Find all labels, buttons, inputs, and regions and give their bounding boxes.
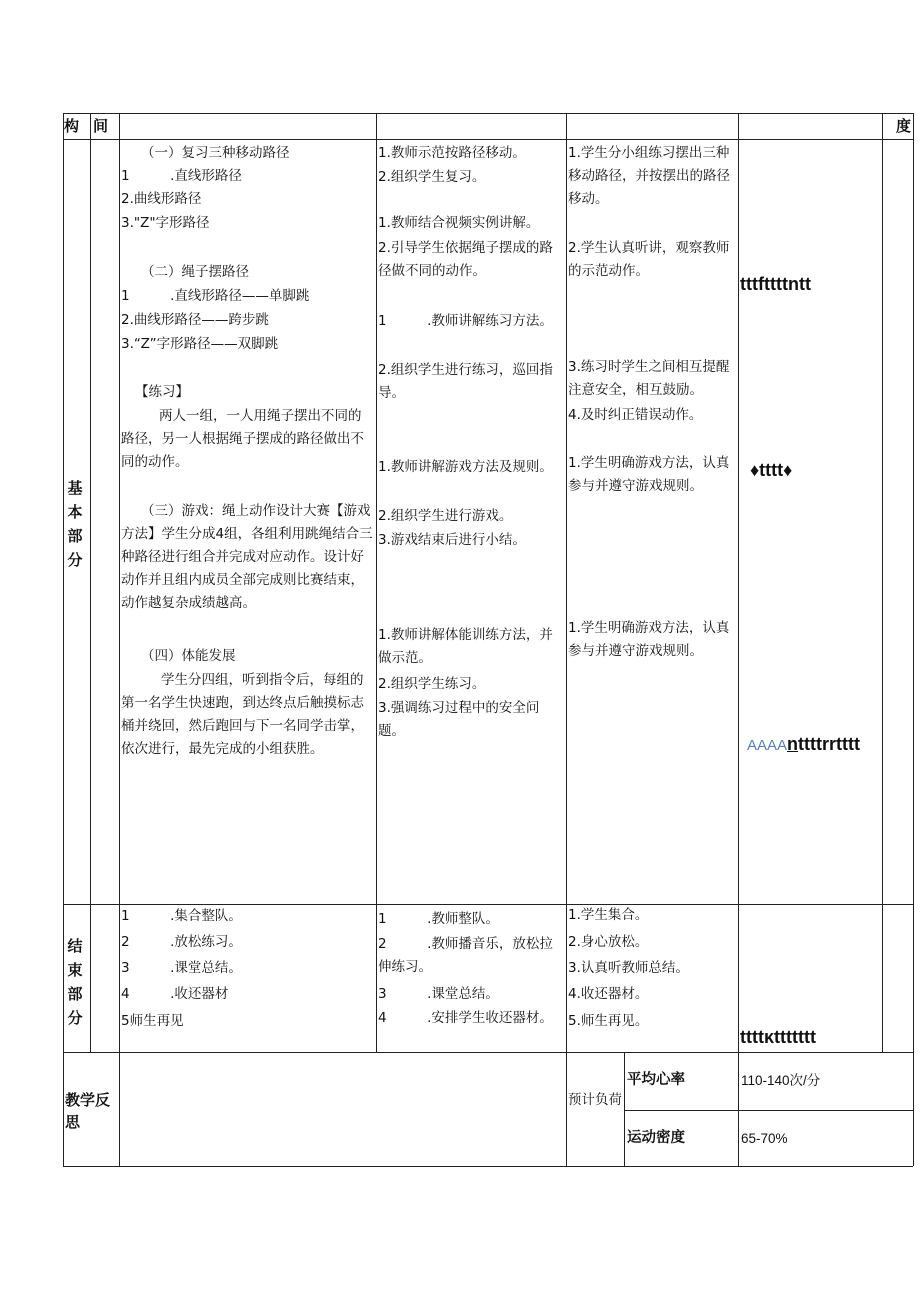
ending-teacher-line: 3 .课堂总结。 [378, 986, 499, 1002]
col-line-5 [738, 113, 739, 1166]
col-line-3 [376, 113, 377, 1052]
ending-student-line: 4.收还器材。 [568, 986, 649, 1002]
table-load-divider [624, 1110, 913, 1111]
content-line: 【练习】 [135, 384, 189, 400]
content-paragraph: 学生分四组，听到指令后，每组的第一名学生快速跑，到达终点后触摸标志桶并绕回，然后跑回与下一名同学击掌，依次进行，最先完成的小组获胜。 [121, 672, 364, 757]
ending-student-line: 1.学生集合。 [568, 907, 649, 923]
org-formation-glyph: tttfttttntt [740, 274, 811, 294]
heart-rate-label: 平均心率 [627, 1072, 685, 1088]
ending-teacher-line: 2 .教师播音乐，放松拉伸练习。 [378, 936, 553, 975]
org-formation-glyph: AAAAnttttrrtttt [747, 734, 860, 754]
student-line: 1.学生明确游戏方法，认真参与并遵守游戏规则。 [568, 455, 730, 494]
ending-content-line: 2 .放松练习。 [121, 934, 242, 950]
heart-rate-value: 110-140次/分 [741, 1073, 821, 1088]
density-label: 运动密度 [627, 1130, 685, 1146]
content-line: （四）体能发展 [141, 648, 236, 664]
col-line-2 [119, 113, 120, 1166]
student-line: 3.练习时学生之间相互提醒注意安全，相互鼓励。 [568, 359, 730, 398]
col-line-4 [566, 113, 567, 1166]
ending-content-line: 4 .收还器材 [121, 986, 229, 1002]
content-line: （二）绳子摆路径 [141, 264, 249, 280]
student-line: 4.及时纠正错误动作。 [568, 407, 703, 423]
table-border-right [913, 113, 914, 1166]
teacher-line: 1 .教师讲解练习方法。 [378, 313, 553, 329]
table-border-top [63, 113, 913, 114]
content-line: 1 .直线形路径——单脚跳 [121, 288, 310, 304]
content-line: 3.“Z”字形路径——双脚跳 [121, 336, 279, 352]
teacher-line: 1.教师讲解游戏方法及规则。 [378, 459, 553, 475]
content-line: （一）复习三种移动路径 [141, 145, 290, 161]
teacher-line: 1.教师示范按路径移动。 [378, 145, 526, 161]
ending-content-line: 5师生再见 [121, 1013, 184, 1029]
teacher-line: 2.组织学生进行练习，巡回指导。 [378, 362, 553, 401]
content-line: 2.曲线形路径——跨步跳 [121, 312, 269, 328]
ending-student-line: 3.认真听教师总结。 [568, 960, 689, 976]
col-line-load [624, 1052, 625, 1166]
col-line-1 [90, 113, 91, 1052]
student-line: 2.学生认真听讲，观察教师的示范动作。 [568, 240, 730, 279]
teacher-line: 2.引导学生依据绳子摆成的路径做不同的动作。 [378, 240, 553, 279]
student-line: 1.学生分小组练习摆出三种移动路径，并按摆出的路径移动。 [568, 145, 730, 207]
org-formation-glyph: ♦tttt♦ [750, 460, 793, 480]
teacher-line: 1.教师讲解体能训练方法，并做示范。 [378, 627, 553, 666]
teacher-line: 2.组织学生练习。 [378, 676, 486, 692]
reflection-label: 教学反思 [65, 1091, 111, 1131]
student-line: 1.学生明确游戏方法，认真参与并遵守游戏规则。 [568, 620, 730, 659]
ending-teacher-line: 4 .安排学生收还器材。 [378, 1010, 553, 1026]
density-value: 65-70% [741, 1131, 788, 1146]
org-formation-glyph: ttttκttttttt [740, 1027, 816, 1047]
ending-student-line: 5.师生再见。 [568, 1013, 649, 1029]
teacher-line: 3.强调练习过程中的安全问题。 [378, 700, 540, 739]
header-col-last: 度 [896, 117, 912, 135]
teacher-line: 1.教师结合视频实例讲解。 [378, 215, 540, 231]
ending-side-label: 结 束 部 分 [67, 937, 83, 1027]
ending-content-line: 3 .课堂总结。 [121, 960, 242, 976]
content-line: 3."Z"字形路径 [121, 215, 210, 231]
content-paragraph: （三）游戏：绳上动作设计大赛【游戏方法】学生分成4组，各组利用跳绳结合三种路径进行组合并完成对应动作。设计好动作并且组内成员全部完成则比赛结束，动作越复杂成绩越高。 [121, 503, 373, 611]
ending-student-line: 2.身心放松。 [568, 934, 649, 950]
header-col2: 间 [93, 117, 109, 135]
table-header-bottom [63, 139, 913, 140]
ending-content-line: 1 .集合整队。 [121, 908, 242, 924]
header-col1: 构 [64, 117, 80, 135]
content-line: 2.曲线形路径 [121, 191, 202, 207]
teacher-line: 2.组织学生进行游戏。 [378, 508, 513, 524]
content-paragraph: 两人一组，一人用绳子摆出不同的路径，另一人根据绳子摆成的路径做出不同的动作。 [121, 408, 364, 470]
col-line-6 [882, 113, 883, 1052]
table-border-left [63, 113, 64, 1166]
teacher-line: 2.组织学生复习。 [378, 169, 486, 185]
load-label: 预计负荷 [568, 1092, 622, 1108]
table-ending-bottom [63, 1052, 913, 1053]
ending-teacher-line: 1 .教师整队。 [378, 911, 499, 927]
content-line: 1 .直线形路径 [121, 168, 242, 184]
table-border-bottom [63, 1166, 913, 1167]
teacher-line: 3.游戏结束后进行小结。 [378, 532, 526, 548]
basic-side-label: 基 本 部 分 [67, 479, 83, 569]
